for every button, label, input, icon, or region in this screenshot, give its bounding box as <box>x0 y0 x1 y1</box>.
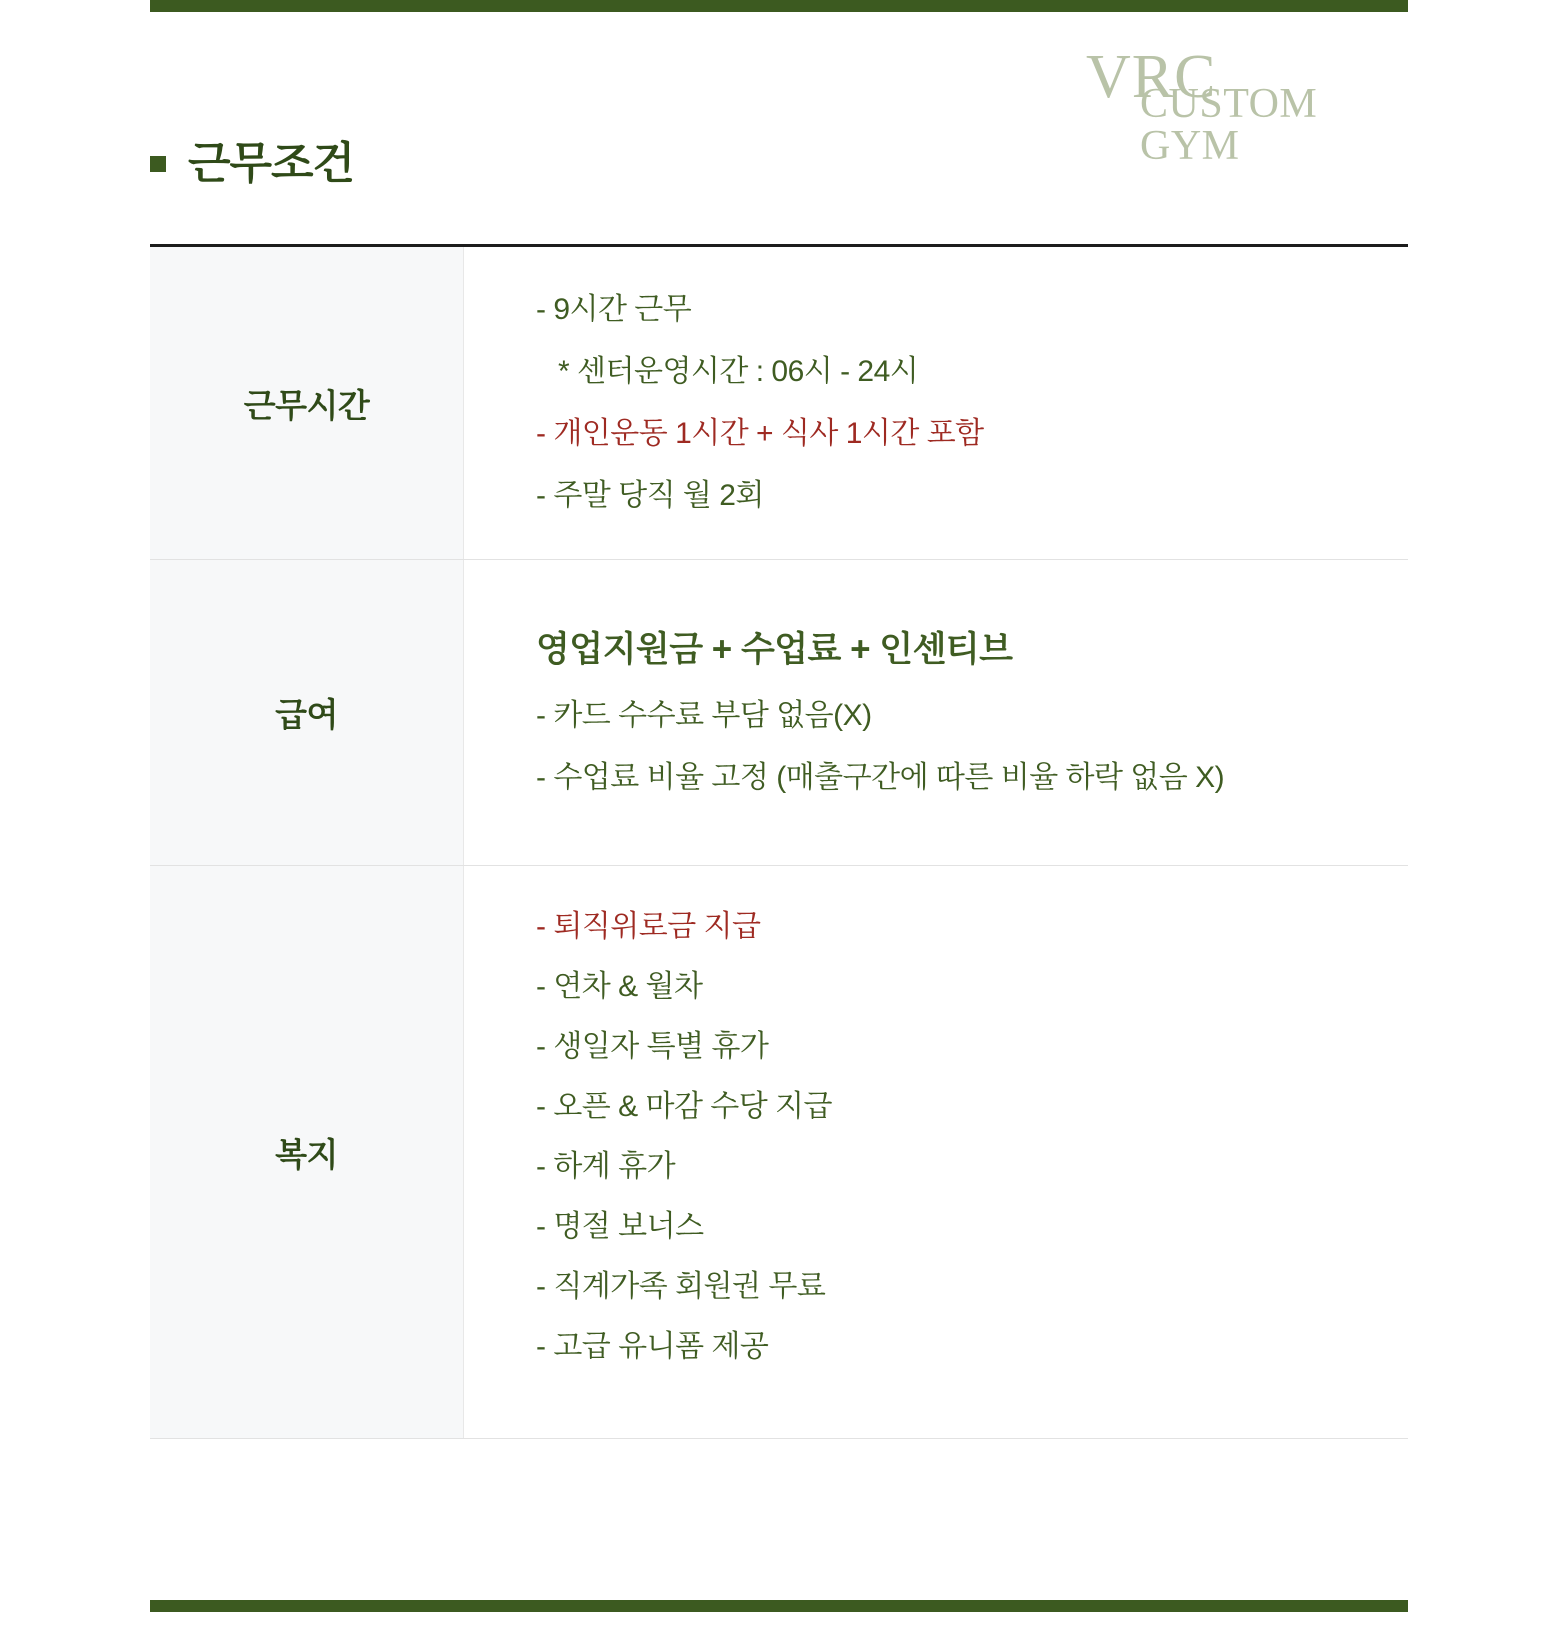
table-row <box>150 560 1408 866</box>
list-item: - 직계가족 회원권 무료 <box>536 1270 826 1303</box>
list-item: - 고급 유니폼 제공 <box>536 1330 769 1363</box>
brand-logo <box>1086 43 1352 169</box>
list-item: - 오픈 & 마감 수당 지급 <box>536 1090 833 1123</box>
slide-header <box>150 43 1408 240</box>
table-row <box>150 247 1408 560</box>
list-item: - 카드 수수료 부담 없음(X) <box>536 699 872 732</box>
row-label-salary: 급여 <box>150 560 464 865</box>
bottom-accent-bar <box>150 1600 1408 1612</box>
top-accent-bar <box>150 0 1408 12</box>
row-content-welfare <box>464 866 1408 1438</box>
list-item: - 주말 당직 월 2회 <box>536 479 764 512</box>
list-item: - 9시간 근무 <box>536 293 692 326</box>
list-item: - 연차 & 월차 <box>536 970 703 1003</box>
row-content-salary <box>464 560 1408 865</box>
conditions-table <box>150 247 1408 1439</box>
list-item: - 개인운동 1시간 + 식사 1시간 포함 <box>536 417 984 450</box>
page-title: 근무조건 <box>188 139 355 188</box>
row-label-welfare: 복지 <box>150 866 464 1438</box>
row-label-worktime: 근무시간 <box>150 247 464 559</box>
list-item: - 퇴직위로금 지급 <box>536 910 761 943</box>
list-item: - 수업료 비율 고정 (매출구간에 따른 비율 하락 없음 X) <box>536 761 1225 794</box>
list-item: * 센터운영시간 : 06시 - 24시 <box>558 355 919 388</box>
list-item: - 명절 보너스 <box>536 1210 704 1243</box>
list-item: 영업지원금 + 수업료 + 인센티브 <box>536 630 1013 669</box>
logo-line-gym: GYM <box>1140 122 1240 169</box>
list-item: - 하계 휴가 <box>536 1150 676 1183</box>
row-content-worktime <box>464 247 1408 559</box>
logo-line-custom: CUSTOM <box>1140 80 1318 127</box>
logo-line-vrc: VRC <box>1086 43 1217 111</box>
bullet-square-icon <box>150 156 166 172</box>
table-row <box>150 866 1408 1439</box>
title-group <box>150 139 355 188</box>
list-item: - 생일자 특별 휴가 <box>536 1030 769 1063</box>
